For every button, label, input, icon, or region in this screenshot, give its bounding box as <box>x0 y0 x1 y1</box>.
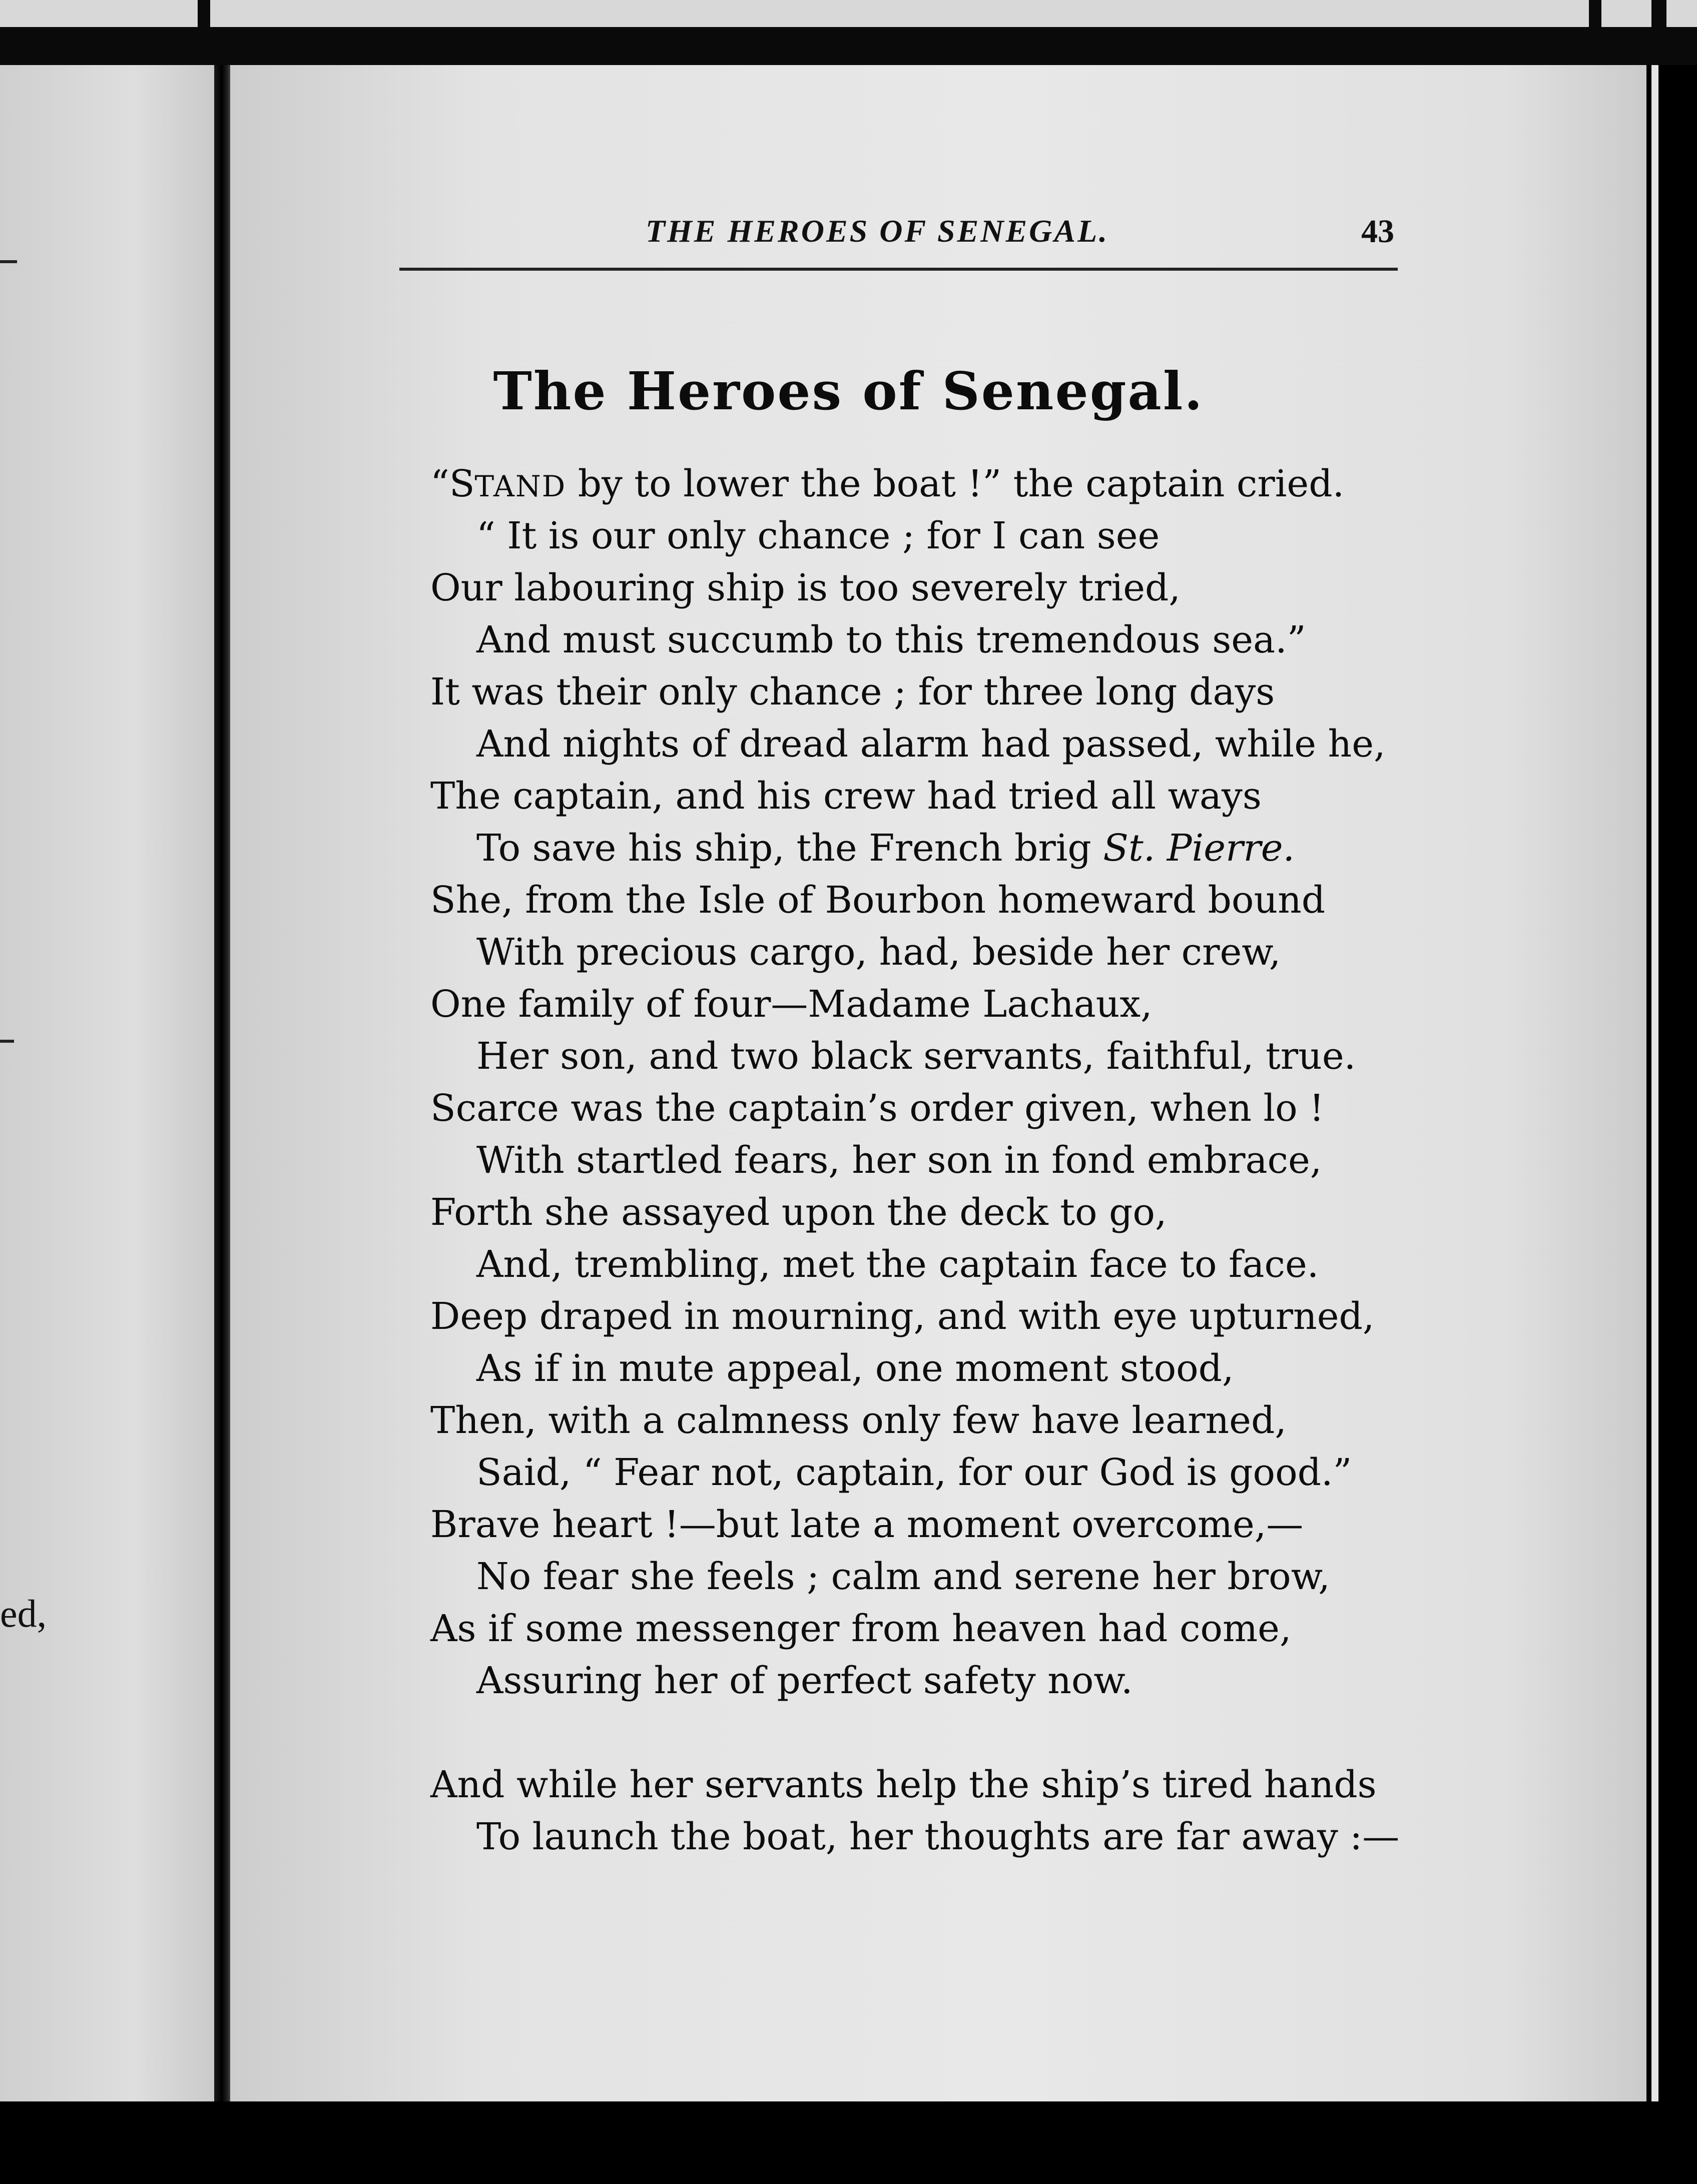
left-page-mark <box>0 260 17 263</box>
previous-page-text-fragment: ed, <box>0 1592 47 1635</box>
running-head: THE HEROES OF SENEGAL. <box>646 213 1109 249</box>
poem-line: As if in mute appeal, one moment stood, <box>476 1347 1234 1390</box>
poem-line: Forth she assayed upon the deck to go, <box>430 1191 1167 1234</box>
poem-line: As if some messenger from heaven had come, <box>430 1607 1292 1650</box>
scan-top-rule <box>1666 0 1697 27</box>
open-quote: “ <box>430 462 449 505</box>
poem-line: To launch the boat, her thoughts are far away :— <box>476 1815 1400 1858</box>
first-word-small-caps: STAND <box>449 462 567 505</box>
poem-line: Deep draped in mourning, and with eye upturned, <box>430 1295 1375 1338</box>
scan-top-rule <box>1601 0 1651 27</box>
poem-line: Her son, and two black servants, faithful, true. <box>476 1035 1356 1078</box>
poem-line: The captain, and his crew had tried all ways <box>430 775 1262 818</box>
poem-line: Said, “ Fear not, captain, for our God is good.” <box>476 1451 1352 1494</box>
poem-line: She, from the Isle of Bourbon homeward bound <box>430 879 1326 922</box>
poem-line: Our labouring ship is too severely tried, <box>430 566 1181 609</box>
scan-top-rule <box>210 0 1589 27</box>
poem-line: It was their only chance ; for three long days <box>430 670 1275 713</box>
poem-line: Brave heart !—but late a moment overcome,— <box>430 1503 1304 1546</box>
poem-line: “STAND by to lower the boat !” the captain cried. <box>430 462 1345 505</box>
poem-line: And nights of dread alarm had passed, while he, <box>476 722 1386 766</box>
poem-line: One family of four—Madame Lachaux, <box>430 983 1153 1026</box>
scan-top-rule <box>0 0 198 27</box>
poem-line: With startled fears, her son in fond embrace, <box>476 1139 1322 1182</box>
poem-line: Scarce was the captain’s order given, when lo ! <box>430 1087 1324 1130</box>
poem-body <box>430 458 1631 1863</box>
poem-line: Then, with a calmness only few have learned, <box>430 1399 1287 1442</box>
page-number: 43 <box>1361 213 1394 250</box>
poem-line: To save his ship, the French brig St. Pierre. <box>476 827 1295 870</box>
header-rule <box>399 268 1398 271</box>
poem-line: With precious cargo, had, beside her crew, <box>476 931 1281 974</box>
poem-title: The Heroes of Senegal. <box>493 360 1204 422</box>
poem-line: No fear she feels ; calm and serene her brow, <box>476 1555 1330 1598</box>
poem-line: And while her servants help the ship’s tired hands <box>430 1763 1377 1806</box>
scan-bottom-border <box>0 2101 1697 2184</box>
poem-line: “ It is our only chance ; for I can see <box>476 514 1160 557</box>
ship-name: St. Pierre. <box>1103 827 1295 870</box>
poem-line: And must succumb to this tremendous sea.” <box>476 618 1306 661</box>
poem-line: And, trembling, met the captain face to face. <box>476 1243 1319 1286</box>
poem-line: Assuring her of perfect safety now. <box>476 1659 1133 1702</box>
scan-top-border <box>0 0 1697 65</box>
left-page-mark <box>0 1040 14 1043</box>
